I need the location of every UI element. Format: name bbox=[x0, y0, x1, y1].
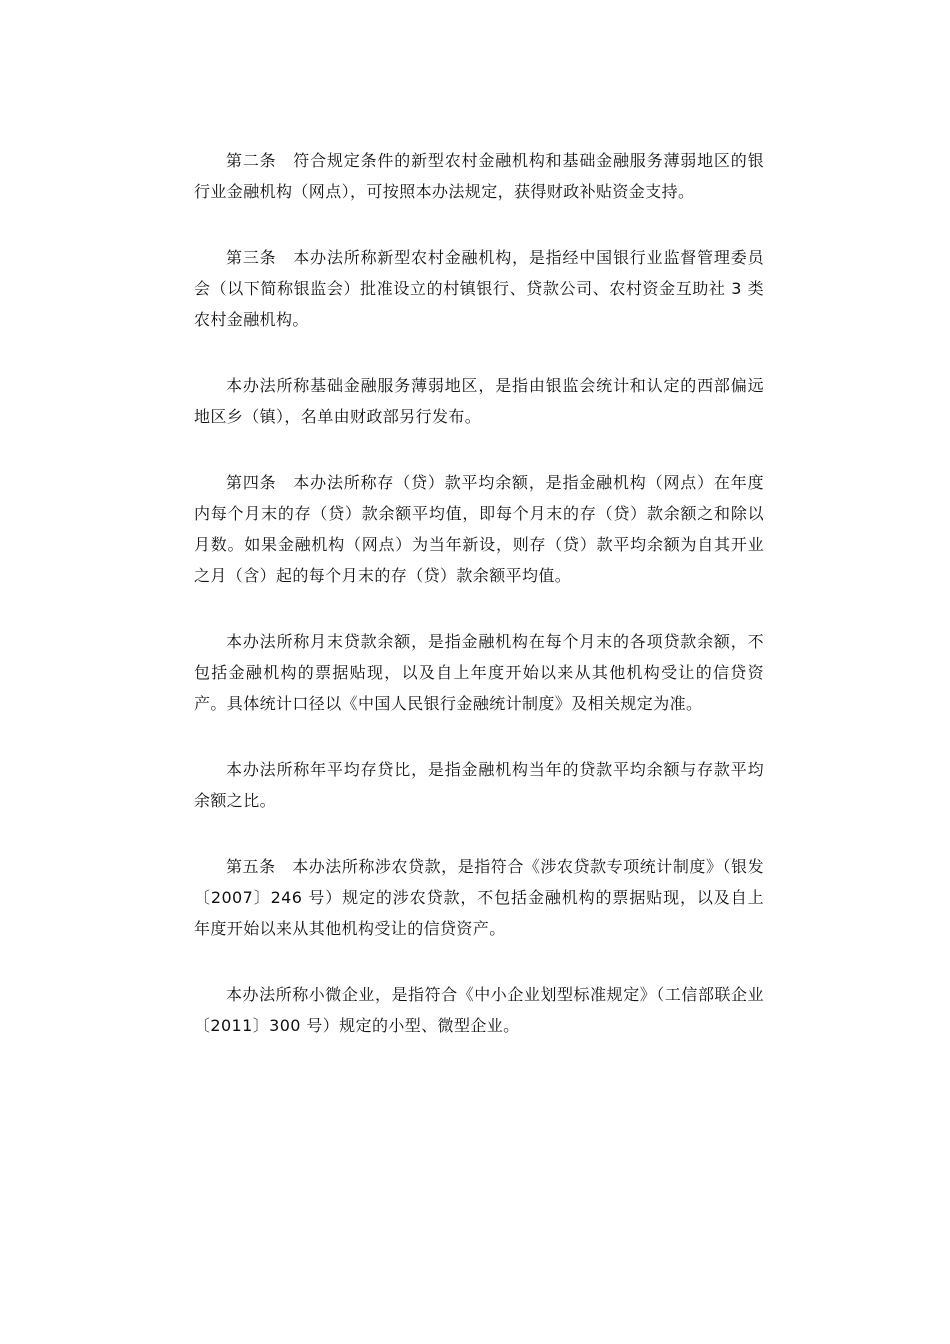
loan-deposit-ratio-paragraph: 本办法所称年平均存贷比，是指金融机构当年的贷款平均余额与存款平均余额之比。 bbox=[194, 760, 764, 810]
small-micro-enterprise-paragraph: 本办法所称小微企业，是指符合《中小企业划型标准规定》（工信部联企业〔2011〕300 号）规定的小型、微型企业。 bbox=[194, 985, 764, 1035]
month-end-loan-paragraph: 本办法所称月末贷款余额，是指金融机构在每个月末的各项贷款余额，不包括金融机构的票据贴现，以及自上年度开始以来从其他机构受让的信贷资产。具体统计口径以《中国人民银行金融统计制度》及相关规定为准。 bbox=[194, 632, 764, 713]
article-4-paragraph: 第四条 本办法所称存（贷）款平均余额，是指金融机构（网点）在年度内每个月末的存（贷）款余额平均值，即每个月末的存（贷）款余额之和除以月数。如果金融机构（网点）为当年新设，则存（贷）款平均余额为自其开业之月（含）起的每个月末的存（贷）款余额平均值。 bbox=[194, 473, 764, 585]
article-3-paragraph: 第三条 本办法所称新型农村金融机构，是指经中国银行业监督管理委员会（以下简称银监会）批准设立的村镇银行、贷款公司、农村资金互助社 3 类农村金融机构。 bbox=[194, 248, 764, 329]
document-body bbox=[194, 145, 764, 1041]
article-2-paragraph: 第二条 符合规定条件的新型农村金融机构和基础金融服务薄弱地区的银行业金融机构（网点），可按照本办法规定，获得财政补贴资金支持。 bbox=[194, 151, 764, 201]
article-5-paragraph: 第五条 本办法所称涉农贷款，是指符合《涉农贷款专项统计制度》（银发〔2007〕246 号）规定的涉农贷款，不包括金融机构的票据贴现，以及自上年度开始以来从其他机构受让的信贷资产。 bbox=[194, 857, 764, 938]
weak-area-definition-paragraph: 本办法所称基础金融服务薄弱地区，是指由银监会统计和认定的西部偏远地区乡（镇），名单由财政部另行发布。 bbox=[194, 376, 764, 426]
